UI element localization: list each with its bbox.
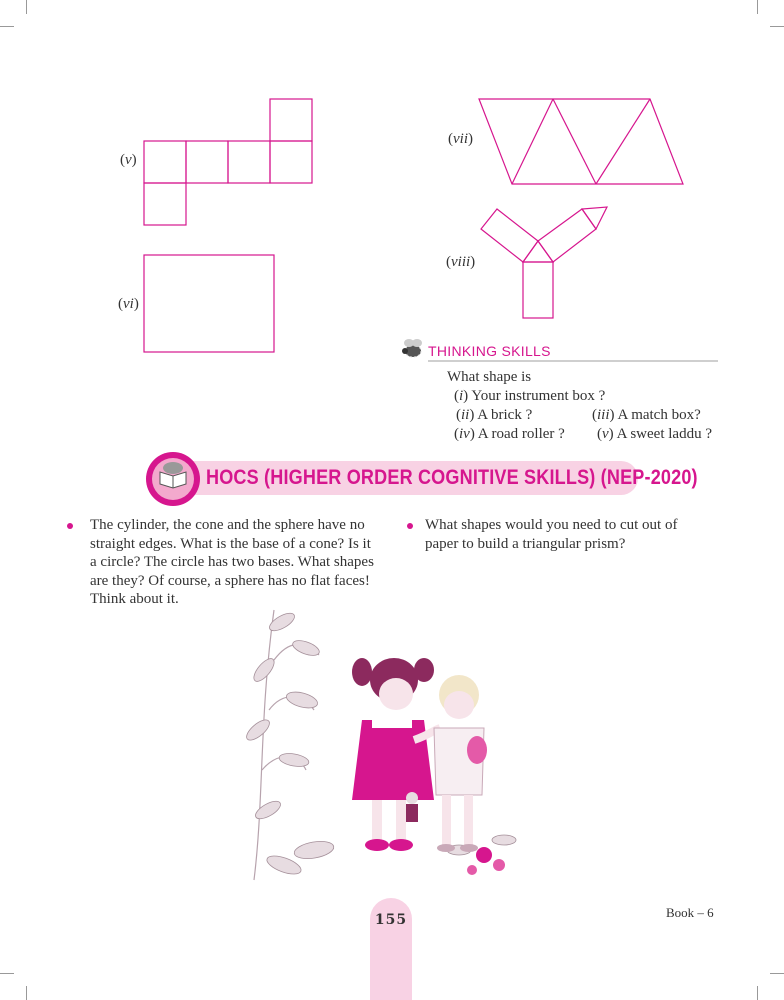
figure-vi-rectangle (144, 255, 274, 352)
bee-icon (400, 336, 426, 362)
figure-vi-label: (vi) (118, 296, 139, 312)
figure-v-net (144, 99, 312, 225)
book-brain-icon (144, 450, 202, 508)
thinking-skills-question: What shape is (447, 369, 532, 385)
hocs-right-paragraph: What shapes would you need to cut out of paper to build a triangular prism? (425, 517, 678, 552)
thinking-item: (i) Your instrument box ? (454, 388, 606, 404)
page-number: 155 (374, 912, 408, 928)
figure-viii-label: (viii) (446, 254, 476, 270)
thinking-skills-header (400, 336, 718, 362)
thinking-skills-rule (428, 360, 718, 362)
bullet-dot (67, 523, 73, 529)
thinking-item: (iv) A road roller ? (454, 426, 565, 442)
thinking-skills-title: THINKING SKILLS (428, 343, 551, 359)
figure-vii-net (479, 99, 683, 184)
hocs-title: HOCS (HIGHER ORDER COGNITIVE SKILLS) (NEP-2020) (206, 466, 698, 489)
bullet-dot (407, 523, 413, 529)
thinking-item: (iii) A match box? (592, 407, 701, 423)
thinking-item: (v) A sweet laddu ? (597, 426, 712, 442)
figure-v-label: (v) (120, 152, 137, 168)
book-label: Book – 6 (666, 905, 714, 920)
figure-vii-label: (vii) (448, 131, 473, 147)
figure-viii-net (481, 207, 607, 318)
thinking-item: (ii) A brick ? (456, 407, 533, 423)
hocs-left-paragraph: The cylinder, the cone and the sphere have no straight edges. What is the base of a cone? Is it a circle? The circle has two bases. What shapes are they? Of course, a sphere has no flat faces! Think about it. (90, 517, 374, 607)
children-garden-illustration (244, 600, 536, 882)
